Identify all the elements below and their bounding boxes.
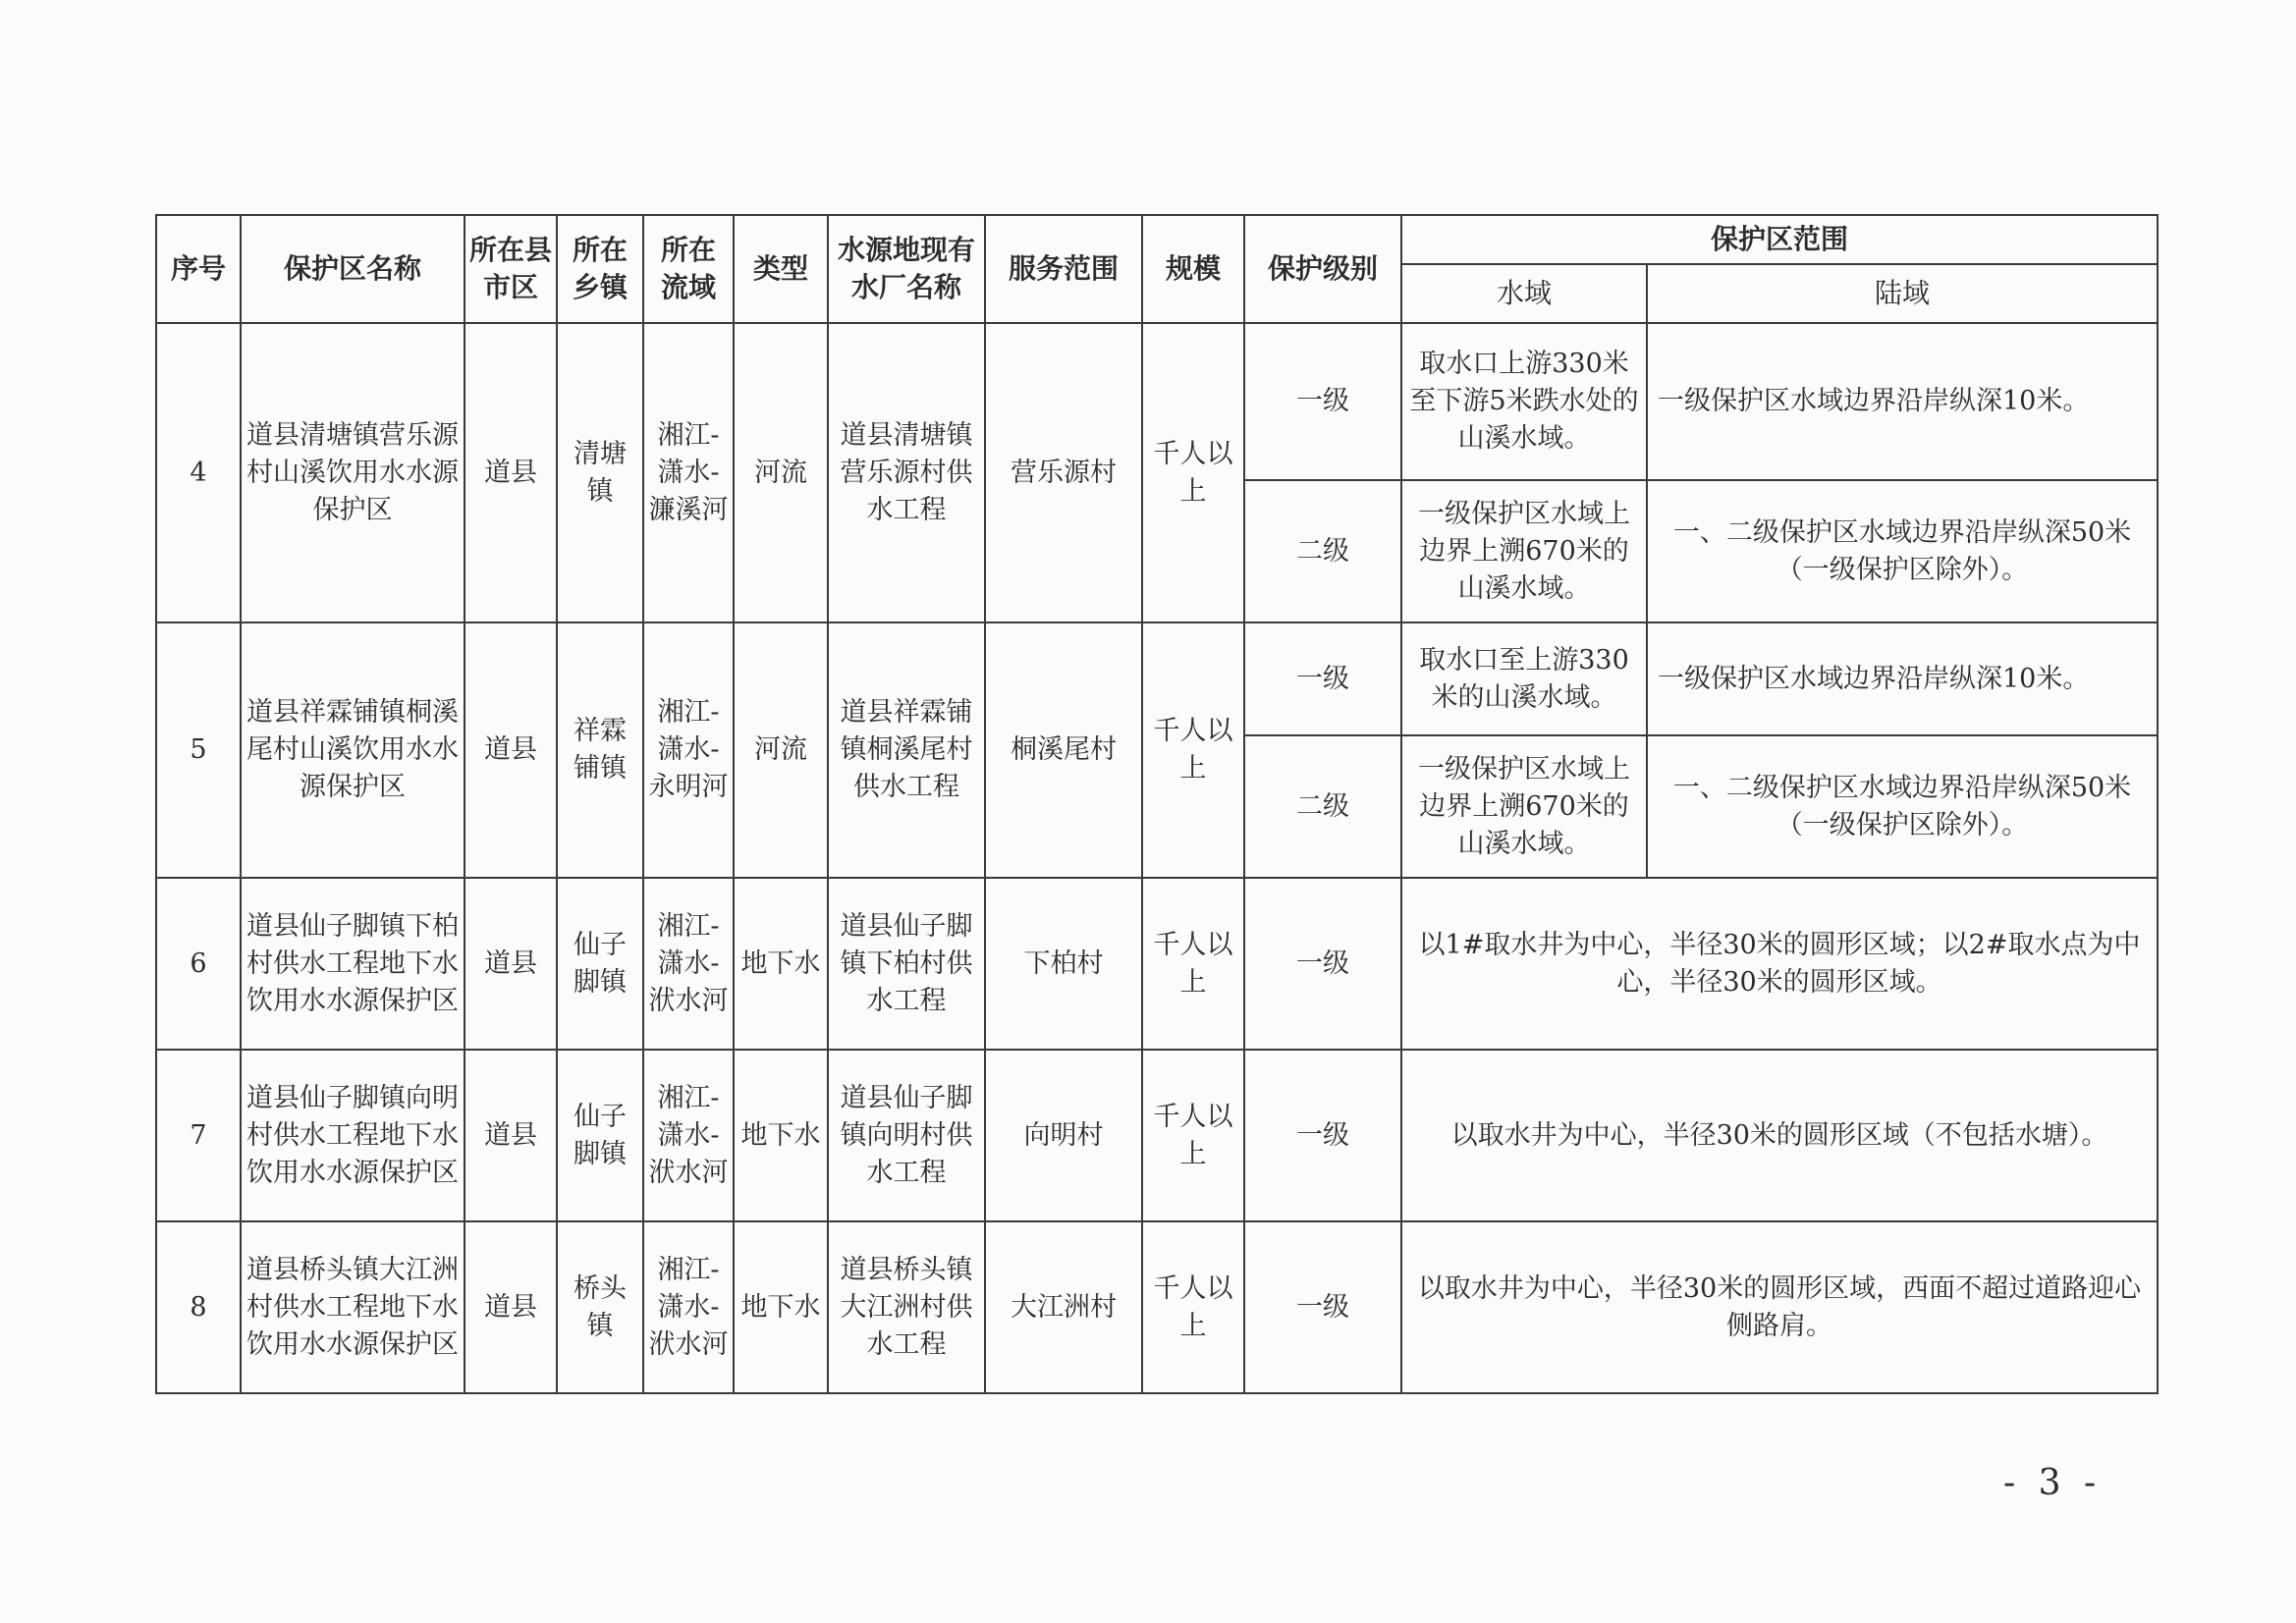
- cell-county: 道县: [465, 323, 557, 622]
- cell-land: 一级保护区水域边界沿岸纵深10米。: [1647, 622, 2158, 735]
- cell-range: 以取水井为中心，半径30米的圆形区域，西面不超过道路迎心侧路肩。: [1401, 1221, 2158, 1393]
- cell-county: 道县: [465, 622, 557, 878]
- cell-range: 以取水井为中心，半径30米的圆形区域（不包括水塘）。: [1401, 1050, 2158, 1221]
- cell-scale: 千人以上: [1142, 878, 1244, 1050]
- header-range: 保护区范围: [1401, 215, 2158, 264]
- cell-town: 清塘镇: [557, 323, 643, 622]
- cell-basin: 湘江-潇水-洑水河: [643, 1050, 734, 1221]
- cell-plant: 道县清塘镇营乐源村供水工程: [828, 323, 985, 622]
- cell-name: 道县桥头镇大江洲村供水工程地下水饮用水水源保护区: [241, 1221, 465, 1393]
- cell-basin: 湘江-潇水-永明河: [643, 622, 734, 878]
- header-plant: 水源地现有水厂名称: [828, 215, 985, 323]
- cell-type: 河流: [734, 622, 828, 878]
- cell-plant: 道县祥霖铺镇桐溪尾村供水工程: [828, 622, 985, 878]
- cell-water: 取水口至上游330米的山溪水域。: [1401, 622, 1647, 735]
- header-water: 水域: [1401, 264, 1647, 323]
- table-row: [156, 1221, 2158, 1393]
- table-row: [156, 622, 2158, 735]
- cell-county: 道县: [465, 1221, 557, 1393]
- cell-seq: 8: [156, 1221, 241, 1393]
- cell-town: 祥霖铺镇: [557, 622, 643, 878]
- cell-seq: 5: [156, 622, 241, 878]
- header-type: 类型: [734, 215, 828, 323]
- cell-service: 桐溪尾村: [985, 622, 1142, 878]
- cell-town: 仙子脚镇: [557, 1050, 643, 1221]
- cell-type: 地下水: [734, 878, 828, 1050]
- cell-water: 一级保护区水域上边界上溯670米的山溪水域。: [1401, 480, 1647, 622]
- cell-level: 一级: [1244, 1050, 1401, 1221]
- header-level: 保护级别: [1244, 215, 1401, 323]
- cell-plant: 道县仙子脚镇下柏村供水工程: [828, 878, 985, 1050]
- page-number: - 3 -: [2003, 1463, 2103, 1503]
- cell-land: 一、二级保护区水域边界沿岸纵深50米（一级保护区除外）。: [1647, 735, 2158, 878]
- header-basin: 所在流域: [643, 215, 734, 323]
- cell-seq: 7: [156, 1050, 241, 1221]
- protection-zone-table: [155, 214, 2159, 1394]
- header-name: 保护区名称: [241, 215, 465, 323]
- cell-plant: 道县桥头镇大江洲村供水工程: [828, 1221, 985, 1393]
- cell-level: 一级: [1244, 1221, 1401, 1393]
- cell-service: 营乐源村: [985, 323, 1142, 622]
- cell-service: 大江洲村: [985, 1221, 1142, 1393]
- cell-basin: 湘江-潇水-濂溪河: [643, 323, 734, 622]
- table-row: [156, 1050, 2158, 1221]
- cell-name: 道县祥霖铺镇桐溪尾村山溪饮用水水源保护区: [241, 622, 465, 878]
- cell-level: 一级: [1244, 323, 1401, 480]
- cell-scale: 千人以上: [1142, 622, 1244, 878]
- header-town: 所在乡镇: [557, 215, 643, 323]
- table-row: [156, 878, 2158, 1050]
- cell-water: 一级保护区水域上边界上溯670米的山溪水域。: [1401, 735, 1647, 878]
- header-service: 服务范围: [985, 215, 1142, 323]
- table-row: [156, 323, 2158, 480]
- cell-water: 取水口上游330米至下游5米跌水处的山溪水域。: [1401, 323, 1647, 480]
- cell-service: 向明村: [985, 1050, 1142, 1221]
- cell-level: 一级: [1244, 622, 1401, 735]
- header-county: 所在县市区: [465, 215, 557, 323]
- header-land: 陆域: [1647, 264, 2158, 323]
- cell-service: 下柏村: [985, 878, 1142, 1050]
- header-seq: 序号: [156, 215, 241, 323]
- cell-seq: 6: [156, 878, 241, 1050]
- cell-name: 道县仙子脚镇下柏村供水工程地下水饮用水水源保护区: [241, 878, 465, 1050]
- cell-county: 道县: [465, 878, 557, 1050]
- cell-town: 仙子脚镇: [557, 878, 643, 1050]
- cell-county: 道县: [465, 1050, 557, 1221]
- header-scale: 规模: [1142, 215, 1244, 323]
- cell-level: 一级: [1244, 878, 1401, 1050]
- cell-name: 道县仙子脚镇向明村供水工程地下水饮用水水源保护区: [241, 1050, 465, 1221]
- cell-range: 以1#取水井为中心，半径30米的圆形区域；以2#取水点为中心，半径30米的圆形区域。: [1401, 878, 2158, 1050]
- cell-plant: 道县仙子脚镇向明村供水工程: [828, 1050, 985, 1221]
- cell-land: 一、二级保护区水域边界沿岸纵深50米（一级保护区除外）。: [1647, 480, 2158, 622]
- cell-scale: 千人以上: [1142, 323, 1244, 622]
- cell-basin: 湘江-潇水-洑水河: [643, 878, 734, 1050]
- cell-type: 河流: [734, 323, 828, 622]
- cell-level: 二级: [1244, 735, 1401, 878]
- cell-seq: 4: [156, 323, 241, 622]
- cell-scale: 千人以上: [1142, 1221, 1244, 1393]
- cell-basin: 湘江-潇水-洑水河: [643, 1221, 734, 1393]
- cell-level: 二级: [1244, 480, 1401, 622]
- cell-type: 地下水: [734, 1221, 828, 1393]
- cell-land: 一级保护区水域边界沿岸纵深10米。: [1647, 323, 2158, 480]
- cell-type: 地下水: [734, 1050, 828, 1221]
- cell-town: 桥头镇: [557, 1221, 643, 1393]
- cell-name: 道县清塘镇营乐源村山溪饮用水水源保护区: [241, 323, 465, 622]
- cell-scale: 千人以上: [1142, 1050, 1244, 1221]
